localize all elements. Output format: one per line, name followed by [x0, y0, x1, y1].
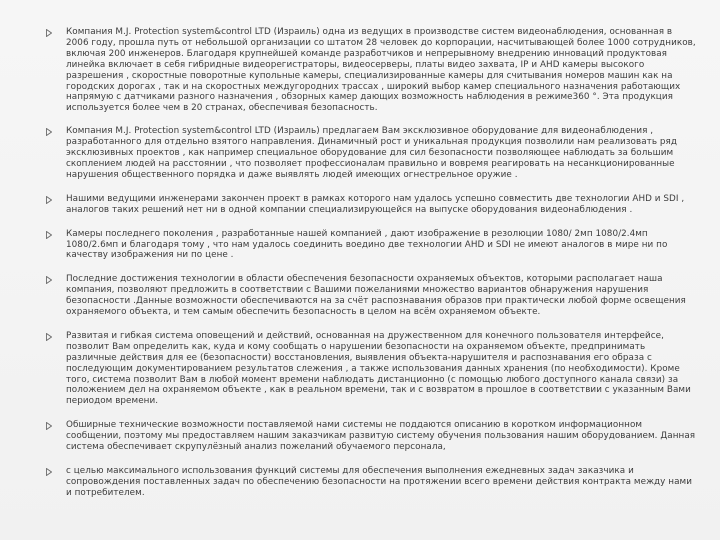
bullet-item — [46, 229, 696, 262]
bullet-item — [46, 466, 696, 499]
bullet-item — [46, 27, 696, 114]
bullet-text: Компания M.J. Protection system&control LTD (Израиль) одна из ведущих в производстве систем видеонаблюдения, основанная в 2006 году, прошла путь от небольшой организации со штатом 28 человек до корпорации, насчитывающей более 1000 сотрудников, включая 200 инженеров. Благодаря крупнейшей команде разработчиков и непрерывному внедрению инноваций продуктовая линейка включает в себя гибридные видеорегистраторы, видеосерверы, платы видео захвата, IP и AHD камеры высокого разрешения , скоростные поворотные купольные камеры, специализированные камеры для считывания номеров машин как на городских дорогах , так и на скоростных междугородних трассах , широкий выбор камер специального назначения работающих напрямую с датчиками разного назначения , обзорных камер дающих возможность наблюдения в режиме360 °. Эта продукция используется более чем в 20 странах, обеспечивая безопасность. — [66, 27, 696, 114]
triangle-bullet-icon — [46, 468, 52, 476]
bullet-text: Нашими ведущими инженерами закончен проект в рамках которого нам удалось успешно совместить две технологии AHD и SDI , аналогов таких решений нет ни в одной компании специализирующейся на выпуске оборудования видеонаблюдения . — [66, 193, 685, 215]
bullet-list — [46, 27, 696, 499]
bullet-text: Последние достижения технологии в области обеспечения безопасности охраняемых объектов, которыми располагает наша компания, позволяют предложить в соответствии с Вашими пожеланиями множество вариантов обнаружения нарушения безопасности .Данные возможности обеспечиваются на за счёт распознавания образов при практически любой форме освещения охраняемого объекта, и тем самым обеспечить безопасность в целом на всём охраняемом объекте. — [66, 274, 686, 318]
bullet-text: Камеры последнего поколения , разработанные нашей компанией , дают изображение в резолюции 1080/ 2мп 1080/2.4мп 1080/2.6мп и благодаря тому , что нам удалось соединить воедино две технологии AHD и SDI не имеют аналогов в мире ни по качеству изображения ни по цене . — [66, 228, 668, 261]
bullet-text: Обширные технические возможности поставляемой нами системы не поддаются описанию в коротком информационном сообщении, поэтому мы предоставляем нашим заказчикам развитую систему обучения пользования нашим оборудованием. Данная система обеспечивает скрупулёзный анализ пожеланий обучаемого персонала, — [66, 420, 696, 453]
triangle-bullet-icon — [46, 276, 52, 284]
bullet-item — [46, 420, 696, 453]
bullet-item — [46, 331, 696, 407]
triangle-bullet-icon — [46, 196, 52, 204]
triangle-bullet-icon — [46, 333, 52, 341]
bullet-item — [46, 194, 696, 216]
bullet-item — [46, 274, 696, 318]
bullet-item — [46, 126, 696, 181]
triangle-bullet-icon — [46, 128, 52, 136]
bullet-text: Развитая и гибкая система оповещений и действий, основанная на дружественном для конечного пользователя интерфейсе, позволит Вам определить как, куда и кому сообщать о нарушении безопасности на охраняемом объекте, предпринимать различные действия для ее (безопасности) восстановления, выявления объекта-нарушителя и распознавания его образа с последующим документированием результатов слежения , а также использования данных хранения (по необходимости). Кроме того, система позволит Вам в любой момент времени наблюдать дистанционно (с помощью любого доступного канала связи) за положением дел на охраняемом объекте , как в реальном времени, так и с возвратом в прошлое в соответствии с указанным Вами периодом времени. — [66, 330, 691, 407]
bullet-text: Компания M.J. Protection system&control LTD (Израиль) предлагаем Вам эксклюзивное оборудование для видеонаблюдения , разработанного для отдельно взятого направления. Динамичный рост и уникальная продукция позволили нам реализовать ряд эксклюзивных проектов , как например специальное оборудование для сил безопасности позволяющее наблюдать за большим скоплением людей на расстоянии , что позволяет профессионалам правильно и вовремя реагировать на несанкционированные нарушения общественного порядка и даже выявлять людей имеющих огнестрельное оружие . — [66, 126, 678, 180]
triangle-bullet-icon — [46, 29, 52, 37]
triangle-bullet-icon — [46, 422, 52, 430]
bullet-text: с целью максимального использования функций системы для обеспечения выполнения ежедневных задач заказчика и сопровождения поставленных задач по обеспечению безопасности на протяжении всего времени действия контракта между нами и потребителем. — [66, 466, 692, 498]
triangle-bullet-icon — [46, 231, 52, 239]
